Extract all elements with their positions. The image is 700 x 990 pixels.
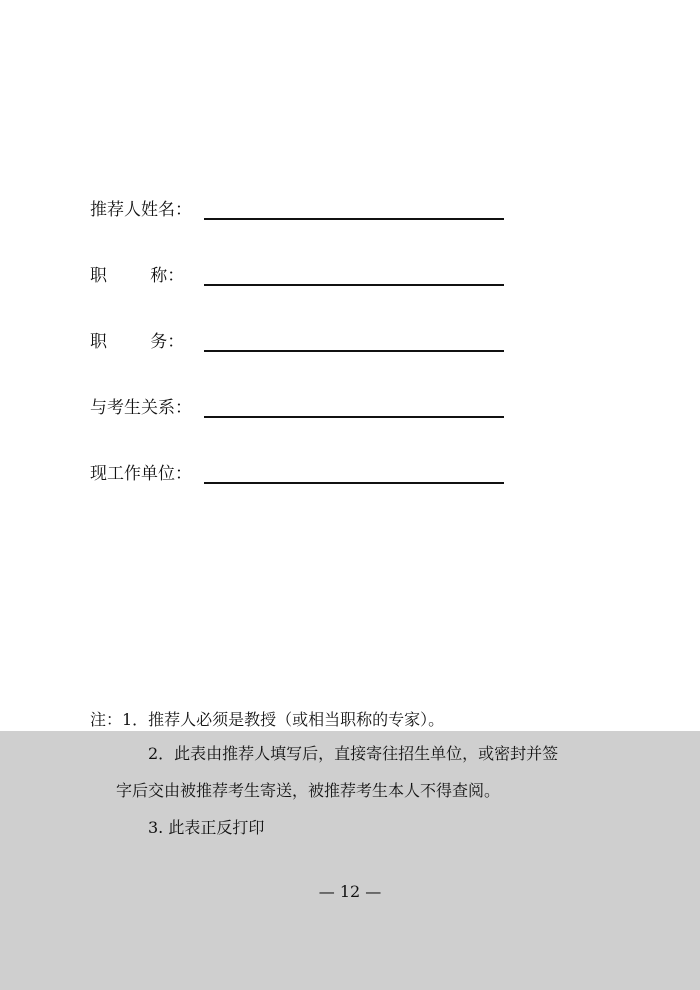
form-field-workplace xyxy=(90,460,520,484)
field-label: 推荐人姓名： xyxy=(90,200,192,220)
form-field-position xyxy=(90,328,520,352)
note-line-2a: 2．此表由推荐人填写后，直接寄往招生单位，或密封并签 xyxy=(148,744,559,763)
form-field-title xyxy=(90,262,520,286)
field-label: 职 称： xyxy=(90,266,185,286)
note-line-1: 注：1．推荐人必须是教授（或相当职称的专家）。 xyxy=(90,710,445,729)
form-field-recommender-name xyxy=(90,196,520,220)
blank-underline[interactable] xyxy=(204,284,504,286)
blank-underline[interactable] xyxy=(204,482,504,484)
scan-gray-band xyxy=(0,731,700,990)
page-number: — 12 — xyxy=(318,882,382,901)
note-line-1-clip xyxy=(0,704,700,731)
field-label: 与考生关系： xyxy=(90,398,192,418)
note-line-3: 3. 此表正反打印 xyxy=(148,818,265,837)
form-field-relationship xyxy=(90,394,520,418)
blank-underline[interactable] xyxy=(204,416,504,418)
field-label: 现工作单位： xyxy=(90,464,192,484)
blank-underline[interactable] xyxy=(204,218,504,220)
blank-underline[interactable] xyxy=(204,350,504,352)
note-line-2b: 字后交由被推荐考生寄送，被推荐考生本人不得查阅。 xyxy=(116,781,501,800)
field-label: 职 务： xyxy=(90,332,185,352)
